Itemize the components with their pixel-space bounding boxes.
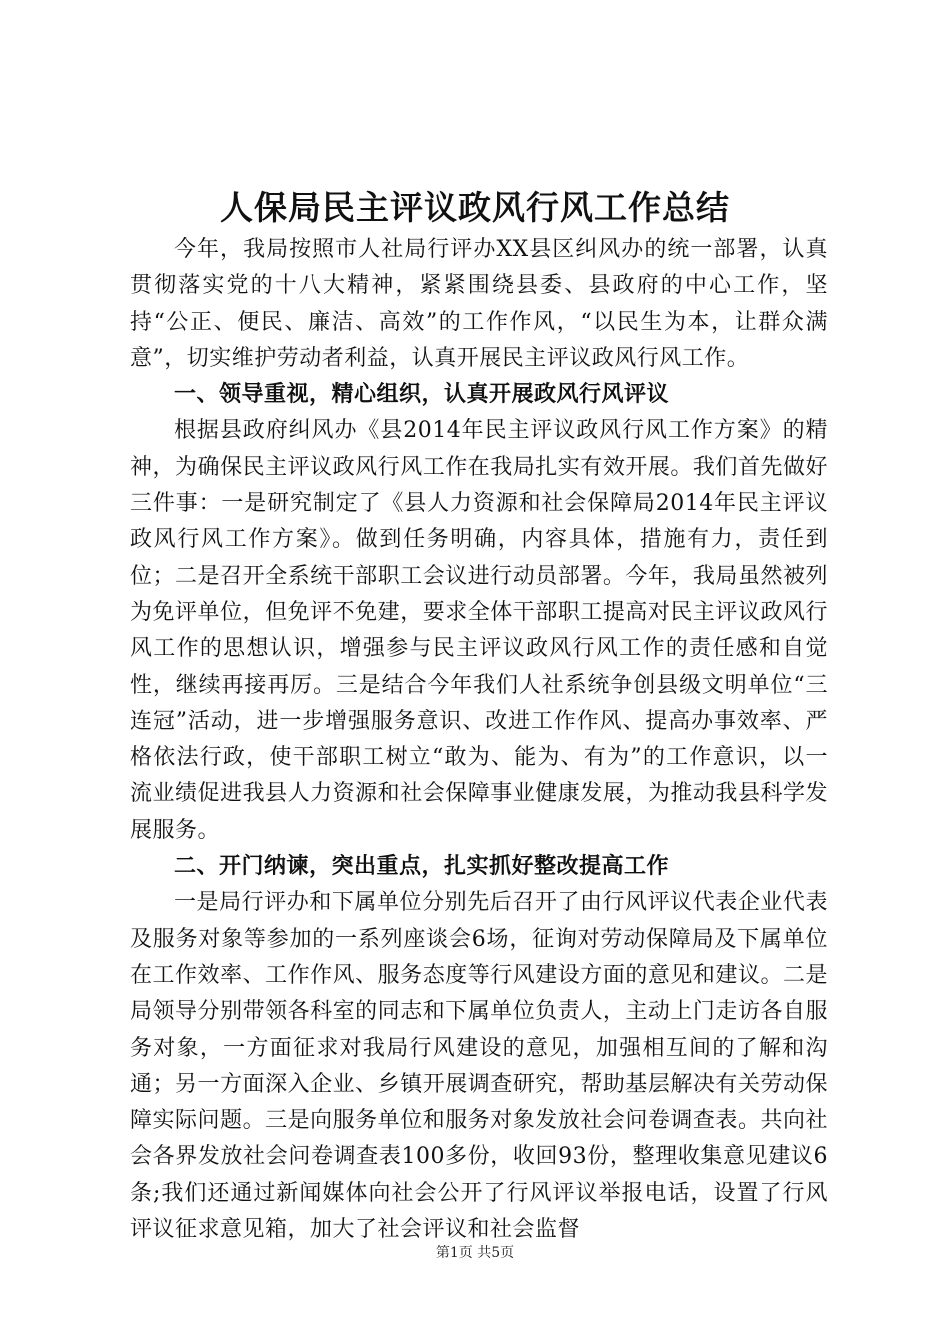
page-number-footer: 第1页 共5页 (435, 1245, 515, 1261)
section-1-heading: 一、领导重视，精心组织，认真开展政风行风评议 (174, 382, 670, 408)
section-2-heading: 二、开门纳谏，突出重点，扎实抓好整改提高工作 (174, 854, 670, 880)
document-title: 人保局民主评议政风行风工作总结 (220, 188, 730, 227)
section-2-paragraph: 一是局行评办和下属单位分别先后召开了由行风评议代表企业代表及服务对象等参加的一系列座谈会6场，征询对劳动保障局及下属单位在工作效率、工作作风、服务态度等行风建设方面的意见和建议。二是局领导分别带领各科室的同志和下属单位负责人，主动上门走访各自服务对象，一方面征求对我局行风建设的意见，加强相互间的了解和沟通；另一方面深入企业、乡镇开展调查研究，帮助基层解决有关劳动保障实际问题。三是向服务单位和服务对象发放社会问卷调查表。共向社会各界发放社会问卷调查表100多份，收回93份，整理收集意见建议6条;我们还通过新闻媒体向社会公开了行风评议举报电话，设置了行风评议征求意见箱，加大了社会评议和社会监督 (130, 890, 828, 1243)
section-1-paragraph: 根据县政府纠风办《县2014年民主评议政风行风工作方案》的精神，为确保民主评议政风行风工作在我局扎实有效开展。我们首先做好三件事：一是研究制定了《县人力资源和社会保障局2014年民主评议政风行风工作方案》。做到任务明确，内容具体，措施有力，责任到位；二是召开全系统干部职工会议进行动员部署。今年，我局虽然被列为免评单位，但免评不免建，要求全体干部职工提高对民主评议政风行风工作的思想认识，增强参与民主评议政风行风工作的责任感和自觉性，继续再接再厉。三是结合今年我们人社系统争创县级文明单位“三连冠”活动，进一步增强服务意识、改进工作作风、提高办事效率、严格依法行政，使干部职工树立“敢为、能为、有为”的工作意识，以一流业绩促进我县人力资源和社会保障事业健康发展，为推动我县科学发展服务。 (130, 418, 828, 843)
intro-paragraph: 今年，我局按照市人社局行评办XX县区纠风办的统一部署，认真贯彻落实党的十八大精神，紧紧围绕县委、县政府的中心工作，坚持“公正、便民、廉洁、高效”的工作作风，“以民生为本，让群众满意”，切实维护劳动者利益，认真开展民主评议政风行风工作。 (130, 237, 828, 371)
document-body (130, 232, 828, 1248)
